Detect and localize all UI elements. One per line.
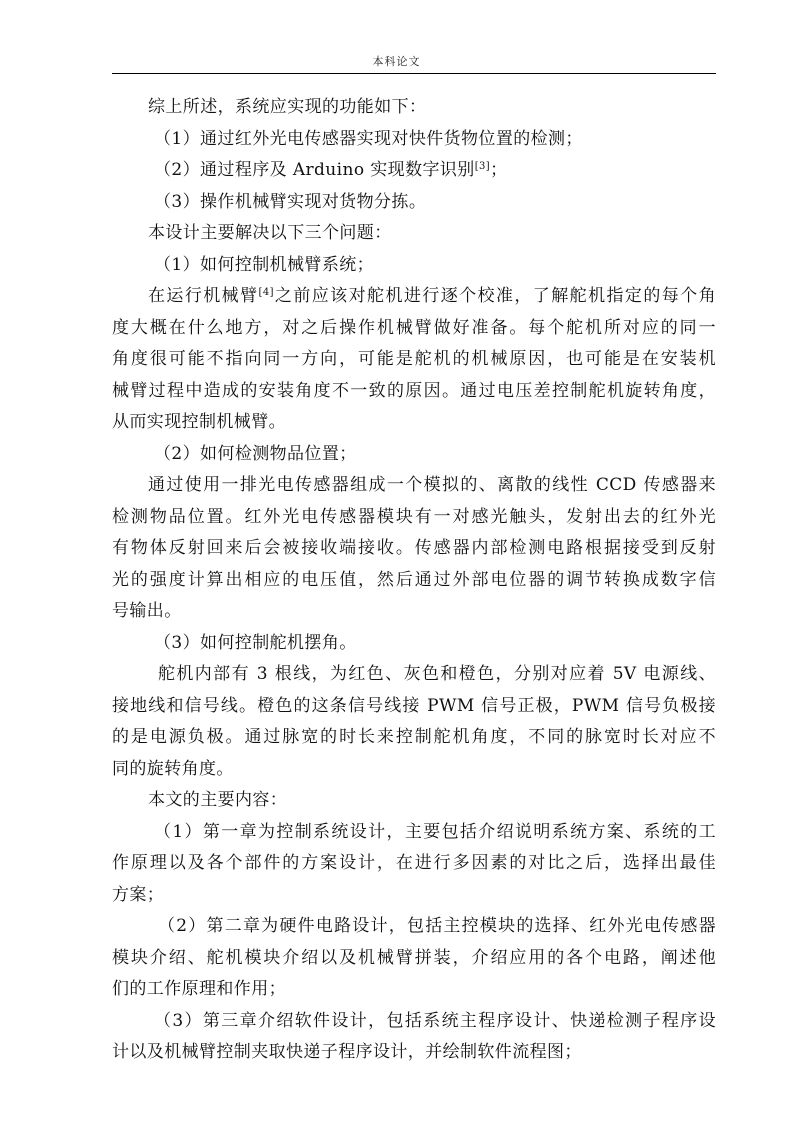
paragraph-line: 的是电源负极。通过脉宽的时长来控制舵机角度，不同的脉宽时长对应不: [112, 727, 716, 747]
list-item-function-2: [112, 155, 716, 187]
paragraph-line: 从而实现控制机械臂。: [112, 412, 286, 432]
list-item-function-1: （1）通过红外光电传感器实现对快件货物位置的检测；: [154, 128, 583, 149]
paragraph-line: 计以及机械臂控制夹取快递子程序设计，并绘制软件流程图；: [112, 1042, 582, 1062]
paragraph-line: 们的工作原理和作用；: [112, 979, 286, 999]
paragraph-line: 械臂过程中造成的安装角度不一致的原因。通过电压差控制舵机旋转角度，: [112, 380, 716, 401]
text-segment: 之前应该对舵机进行逐个校准，了解舵机指定的每个角: [273, 286, 716, 306]
heading-problem-3: （3）如何控制舵机摆角。: [154, 632, 357, 653]
text-segment: ；: [490, 160, 508, 180]
paragraph-problems-intro: 本设计主要解决以下三个问题：: [148, 223, 392, 243]
paragraph-line: 舵机内部有 3 根线，为红色、灰色和橙色，分别对应着 5V 电源线、: [158, 664, 716, 684]
paragraph-line: 光的强度计算出相应的电压值，然后通过外部电位器的调节转换成数字信: [112, 569, 716, 590]
paragraph-line: 接地线和信号线。橙色的这条信号线接 PWM 信号正极，PWM 信号负极接: [112, 695, 716, 716]
paragraph-line: 同的旋转角度。: [112, 758, 234, 779]
paragraph-line: 模块介绍、舵机模块介绍以及机械臂拼装，介绍应用的各个电路，阐述他: [112, 947, 716, 968]
page-header-title: 本科论文: [372, 55, 421, 68]
paragraph-line: 检测物品位置。红外光电传感器模块有一对感光触头，发射出去的红外光: [112, 506, 716, 527]
paragraph-line: 方案；: [112, 884, 165, 905]
list-item-function-3: （3）操作机械臂实现对货物分拣。: [154, 191, 427, 212]
header-divider: [112, 73, 716, 74]
paragraph-line: 角度很可能不指向同一方向，可能是舵机的机械原因，也可能是在安装机: [112, 349, 716, 369]
citation-ref: [4]: [258, 287, 274, 298]
paragraph-line: （3）第三章介绍软件设计，包括系统主程序设计、快递检测子程序设: [154, 1010, 716, 1031]
text-segment: 在运行机械臂: [148, 286, 259, 306]
paragraph-contents-intro: 本文的主要内容：: [148, 790, 288, 810]
paragraph-line: （1）第一章为控制系统设计，主要包括介绍说明系统方案、系统的工: [154, 821, 716, 842]
paragraph-line: 度大概在什么地方，对之后操作机械臂做好准备。每个舵机所对应的同一: [112, 317, 716, 338]
paragraph-line: 有物体反射回来后会被接收端接收。传感器内部检测电路根据接受到反射: [112, 538, 716, 558]
paragraph-line: 号输出。: [112, 601, 182, 621]
heading-problem-2: （2）如何检测物品位置；: [154, 443, 357, 464]
paragraph-summary: 综上所述，系统应实现的功能如下：: [148, 97, 427, 117]
paragraph-line: [112, 281, 716, 313]
paragraph-line: 通过使用一排光电传感器组成一个模拟的、离散的线性 CCD 传感器来: [148, 475, 716, 495]
citation-ref: [3]: [474, 161, 491, 172]
paragraph-line: （2）第二章为硬件电路设计，包括主控模块的选择、红外光电传感器: [158, 916, 716, 936]
document-body: [112, 92, 716, 1069]
text-segment: （2）通过程序及 Arduino 实现数字识别: [154, 160, 475, 180]
heading-problem-1: （1）如何控制机械臂系统；: [154, 254, 375, 275]
paragraph-line: 作原理以及各个部件的方案设计，在进行多因素的对比之后，选择出最佳: [112, 853, 716, 873]
